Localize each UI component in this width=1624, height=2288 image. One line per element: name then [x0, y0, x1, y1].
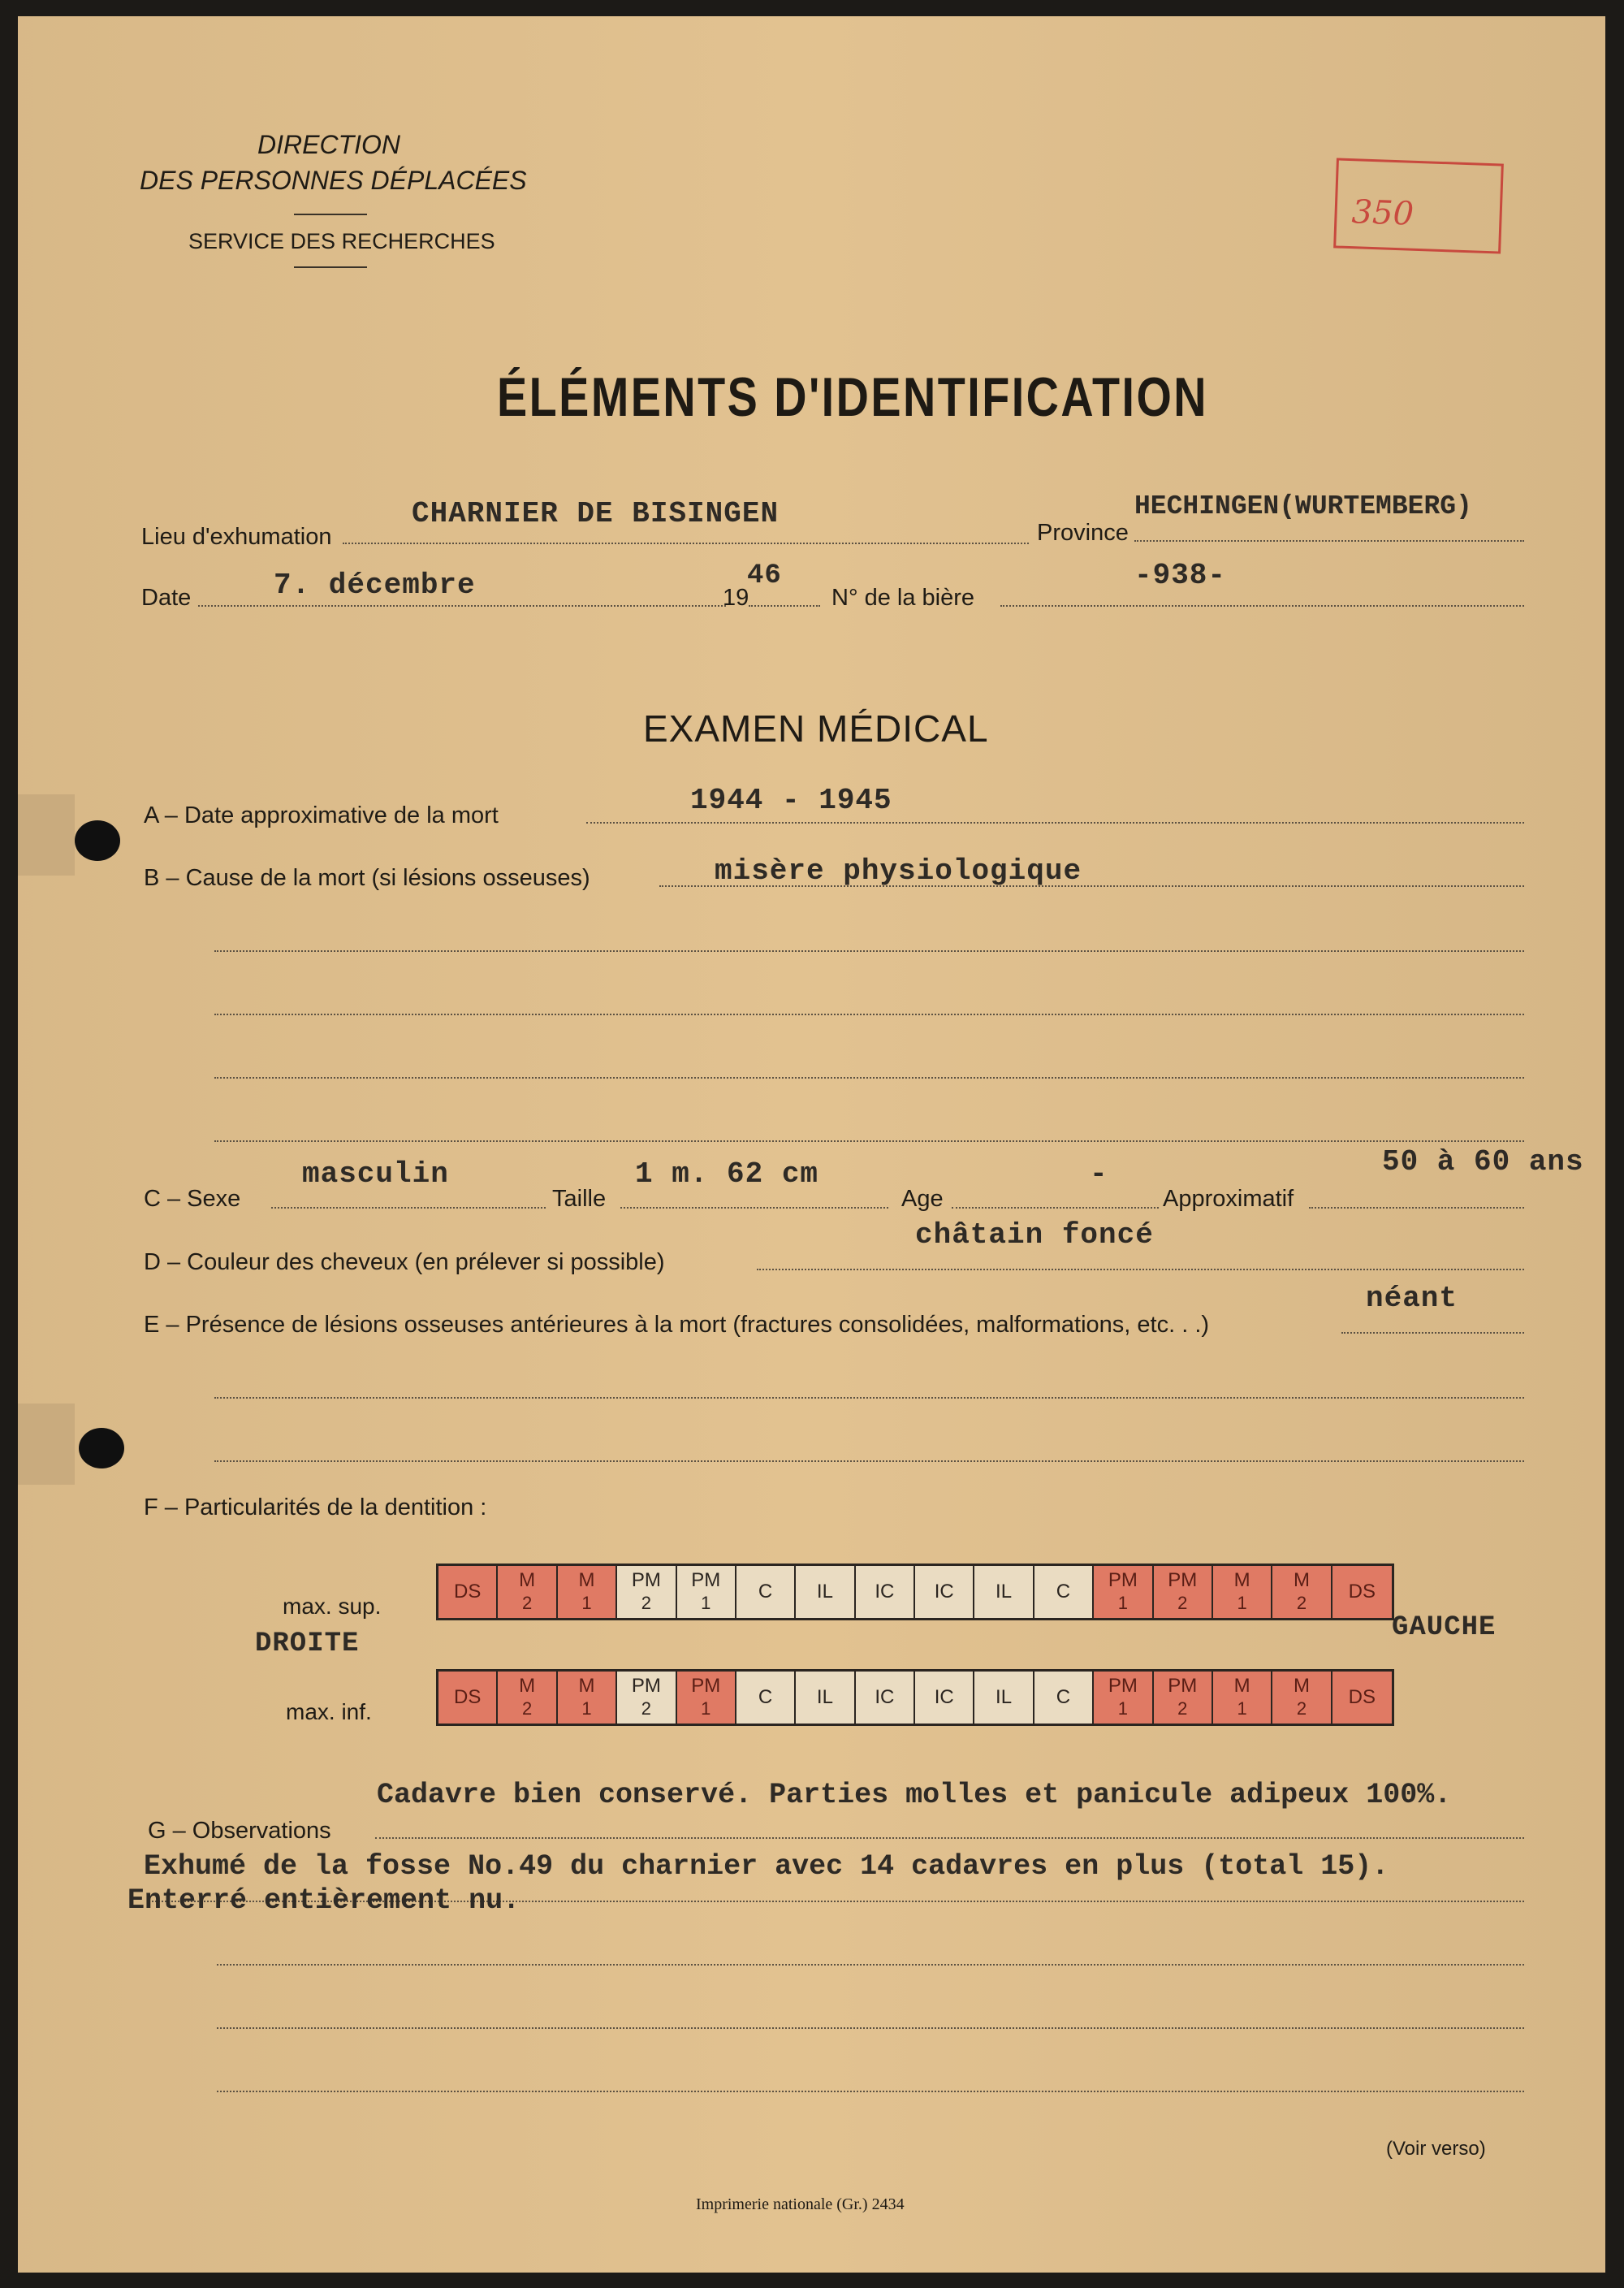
tooth-cell	[856, 1566, 915, 1618]
a-value: 1944 - 1945	[690, 784, 892, 817]
tooth-cell	[796, 1566, 855, 1618]
observation-line-1: Cadavre bien conservé. Parties molles et panicule adipeux 100%.	[377, 1779, 1452, 1811]
d-dotted-line	[757, 1269, 1524, 1270]
tooth-code: PM	[1168, 1675, 1198, 1697]
tooth-code: DS	[454, 1581, 482, 1602]
tooth-cell	[1094, 1672, 1153, 1724]
tooth-code: PM	[1108, 1675, 1138, 1697]
tooth-cell	[1272, 1566, 1332, 1618]
taille-dotted-line	[620, 1207, 888, 1209]
age-value: -	[1090, 1157, 1108, 1191]
tooth-cell	[498, 1566, 557, 1618]
g-dotted-line	[375, 1837, 1524, 1839]
c-label: C – Sexe	[144, 1186, 241, 1212]
tooth-cell	[617, 1672, 676, 1724]
tooth-code: DS	[1348, 1581, 1376, 1602]
tooth-code: IC	[934, 1581, 954, 1602]
province-label: Province	[1037, 520, 1129, 546]
a-label: A – Date approximative de la mort	[144, 802, 499, 828]
document-title: ÉLÉMENTS D'IDENTIFICATION	[497, 366, 1209, 428]
header-divider-2	[294, 266, 367, 268]
tooth-cell	[736, 1672, 796, 1724]
date-dotted-line	[198, 605, 726, 607]
tooth-code: IC	[875, 1686, 895, 1708]
b-extra-line-4	[214, 1140, 1524, 1142]
tooth-number: 2	[641, 1698, 651, 1719]
biere-value: -938-	[1134, 559, 1227, 592]
tooth-cell	[1034, 1566, 1094, 1618]
tooth-code: M	[1293, 1675, 1310, 1697]
lower-jaw-label: max. inf.	[286, 1699, 372, 1724]
tooth-cell	[617, 1566, 676, 1618]
tooth-cell	[677, 1566, 736, 1618]
tooth-code: PM	[691, 1569, 721, 1591]
tooth-number: 2	[1177, 1698, 1188, 1719]
lieu-dotted-line	[343, 543, 1029, 544]
tooth-cell	[974, 1672, 1034, 1724]
tooth-number: 2	[1296, 1593, 1307, 1613]
age-dotted-line	[952, 1207, 1159, 1209]
tooth-code: DS	[454, 1686, 482, 1708]
tooth-number: 2	[1296, 1698, 1307, 1719]
tooth-code: IL	[816, 1581, 833, 1602]
tooth-code: C	[758, 1686, 773, 1708]
left-side-label: GAUCHE	[1392, 1612, 1497, 1643]
taille-label: Taille	[552, 1186, 607, 1212]
biere-dotted-line	[1000, 605, 1524, 607]
upper-jaw-label: max. sup.	[283, 1594, 382, 1619]
province-value: HECHINGEN(WURTEMBERG)	[1134, 491, 1472, 521]
tooth-code: PM	[631, 1569, 661, 1591]
g-extra-line-4	[217, 2091, 1524, 2092]
tooth-number: 2	[521, 1593, 533, 1613]
tooth-code: IC	[934, 1686, 954, 1708]
g-extra-line-2	[217, 1964, 1524, 1966]
tooth-code: IL	[996, 1686, 1013, 1708]
e-extra-line-2	[214, 1460, 1524, 1462]
org-line-3: SERVICE DES RECHERCHES	[188, 229, 495, 253]
tooth-cell	[558, 1672, 617, 1724]
tooth-cell	[558, 1566, 617, 1618]
tooth-cell	[974, 1566, 1034, 1618]
tooth-number: 1	[701, 1698, 711, 1719]
d-value: châtain foncé	[915, 1218, 1154, 1252]
tooth-cell	[915, 1672, 974, 1724]
approx-value: 50 à 60 ans	[1382, 1145, 1584, 1179]
header-divider-1	[294, 214, 367, 215]
tooth-code: PM	[631, 1675, 661, 1697]
tooth-code: PM	[691, 1675, 721, 1697]
right-side-label: DROITE	[255, 1628, 360, 1659]
biere-label: N° de la bière	[831, 585, 975, 611]
province-dotted-line	[1134, 540, 1524, 542]
tooth-number: 1	[1237, 1698, 1247, 1719]
tooth-code: IC	[875, 1581, 895, 1602]
year-dotted-line	[749, 605, 820, 607]
b-extra-line-2	[214, 1014, 1524, 1015]
tooth-cell	[1034, 1672, 1094, 1724]
tooth-cell	[915, 1566, 974, 1618]
tooth-code: M	[1233, 1675, 1250, 1697]
tooth-cell	[1332, 1566, 1392, 1618]
tooth-cell	[796, 1672, 855, 1724]
tooth-number: 1	[581, 1698, 592, 1719]
document-sheet	[18, 16, 1605, 2273]
tooth-cell	[1332, 1672, 1392, 1724]
b-label: B – Cause de la mort (si lésions osseuses)	[144, 865, 590, 891]
tooth-number: 2	[641, 1593, 651, 1613]
approx-label: Approximatif	[1163, 1186, 1294, 1212]
g-label: G – Observations	[148, 1818, 331, 1844]
observation-line-2: Exhumé de la fosse No.49 du charnier avec 14 cadavres en plus (total 15).	[144, 1850, 1389, 1883]
taille-value: 1 m. 62 cm	[635, 1157, 819, 1191]
tooth-cell	[1154, 1566, 1213, 1618]
tooth-cell	[1213, 1566, 1272, 1618]
date-label: Date	[141, 585, 192, 611]
tooth-number: 1	[701, 1593, 711, 1613]
stamp-number: 350	[1350, 193, 1415, 233]
hole-reinforcement-top	[18, 794, 75, 876]
tooth-code: IL	[996, 1581, 1013, 1602]
c-value: masculin	[302, 1157, 449, 1191]
tooth-number: 1	[1117, 1593, 1128, 1613]
b-value: misère physiologique	[715, 854, 1082, 888]
tooth-cell	[856, 1672, 915, 1724]
punch-hole-top	[75, 820, 120, 861]
b-extra-line-1	[214, 950, 1524, 952]
org-line-2: DES PERSONNES DÉPLACÉES	[140, 166, 527, 195]
tooth-cell	[1154, 1672, 1213, 1724]
tooth-cell	[498, 1672, 557, 1724]
c-dotted-line	[271, 1207, 546, 1209]
punch-hole-bottom	[79, 1428, 124, 1468]
tooth-number: 1	[581, 1593, 592, 1613]
tooth-cell	[1094, 1566, 1153, 1618]
tooth-number: 1	[1237, 1593, 1247, 1613]
hole-reinforcement-bottom	[18, 1404, 75, 1485]
tooth-code: C	[1056, 1686, 1071, 1708]
tooth-number: 2	[521, 1698, 533, 1719]
tooth-cell	[736, 1566, 796, 1618]
f-label: F – Particularités de la dentition :	[144, 1494, 487, 1520]
year-suffix: 46	[747, 560, 782, 591]
b-extra-line-3	[214, 1077, 1524, 1079]
tooth-cell	[1213, 1672, 1272, 1724]
e-dotted-line	[1341, 1332, 1524, 1334]
e-label: E – Présence de lésions osseuses antérieures à la mort (fractures consolidées, malformations, etc. . .)	[144, 1312, 1210, 1338]
year-prefix: 19	[723, 585, 749, 611]
voir-verso-note: (Voir verso)	[1386, 2138, 1486, 2160]
tooth-cell	[677, 1672, 736, 1724]
d-label: D – Couleur des cheveux (en prélever si possible)	[144, 1249, 665, 1275]
a-dotted-line	[586, 822, 1524, 824]
e-extra-line-1	[214, 1397, 1524, 1399]
observation-line-3: Enterré entièrement nu.	[127, 1884, 520, 1917]
tooth-code: IL	[816, 1686, 833, 1708]
upper-teeth-chart	[436, 1564, 1394, 1620]
tooth-code: M	[519, 1569, 536, 1591]
tooth-code: C	[758, 1581, 773, 1602]
tooth-code: M	[578, 1569, 595, 1591]
tooth-code: M	[578, 1675, 595, 1697]
date-value: 7. décembre	[274, 569, 476, 602]
tooth-number: 2	[1177, 1593, 1188, 1613]
tooth-number: 1	[1117, 1698, 1128, 1719]
tooth-code: M	[519, 1675, 536, 1697]
tooth-cell	[438, 1672, 498, 1724]
tooth-code: PM	[1108, 1569, 1138, 1591]
e-value: néant	[1366, 1282, 1458, 1315]
tooth-cell	[438, 1566, 498, 1618]
tooth-code: C	[1056, 1581, 1071, 1602]
age-label: Age	[901, 1186, 944, 1212]
tooth-code: PM	[1168, 1569, 1198, 1591]
approx-dotted-line	[1309, 1207, 1524, 1209]
org-line-1: DIRECTION	[257, 130, 400, 159]
printer-imprint: Imprimerie nationale (Gr.) 2434	[696, 2195, 905, 2213]
tooth-code: DS	[1348, 1686, 1376, 1708]
lieu-label: Lieu d'exhumation	[141, 524, 332, 550]
lieu-value: CHARNIER DE BISINGEN	[412, 497, 780, 530]
g-extra-line-3	[217, 2027, 1524, 2029]
registration-stamp	[1333, 158, 1504, 253]
lower-teeth-chart	[436, 1669, 1394, 1726]
tooth-code: M	[1293, 1569, 1310, 1591]
tooth-cell	[1272, 1672, 1332, 1724]
tooth-code: M	[1233, 1569, 1250, 1591]
section-title-examen: EXAMEN MÉDICAL	[643, 707, 989, 750]
